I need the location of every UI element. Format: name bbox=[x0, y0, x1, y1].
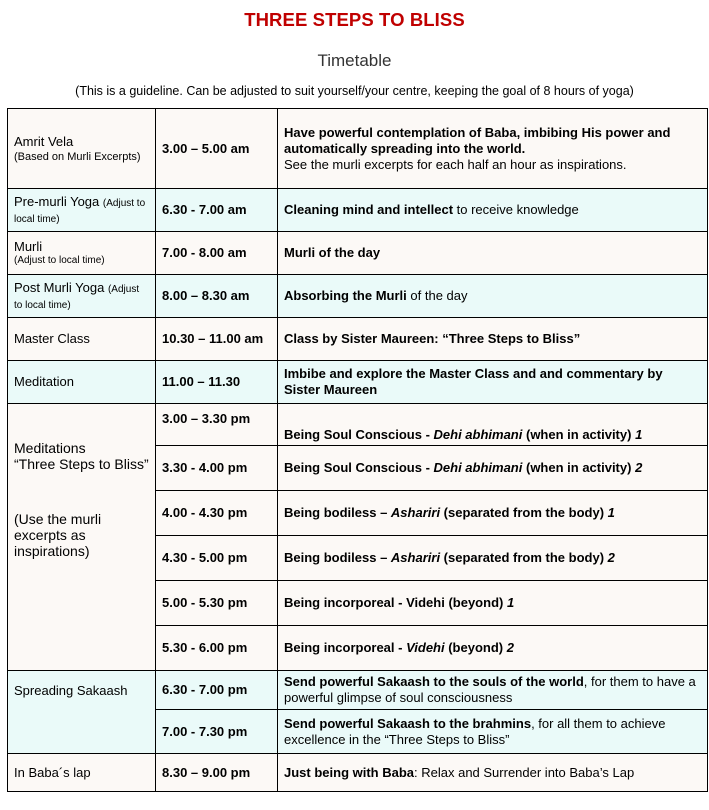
session-number: 1 bbox=[506, 595, 515, 610]
table-row bbox=[8, 275, 708, 318]
description-bold: Being Soul Conscious - bbox=[284, 427, 434, 442]
time-cell: 3.30 - 4.00 pm bbox=[156, 446, 278, 491]
description-bold: Being bodiless – bbox=[284, 505, 391, 520]
description-cell bbox=[278, 232, 708, 275]
description-bold: (beyond) bbox=[444, 640, 507, 655]
activity-label: Murli bbox=[14, 239, 43, 254]
time-cell: 5.00 - 5.30 pm bbox=[156, 581, 278, 626]
activity-label: Spreading Sakaash bbox=[8, 671, 156, 754]
session-number: 2 bbox=[635, 460, 643, 475]
description-text: See the murli excerpts for each half an hour as inspirations. bbox=[284, 156, 627, 172]
time-cell: 5.30 - 6.00 pm bbox=[156, 626, 278, 671]
description-bold: Just being with Baba bbox=[284, 764, 415, 780]
description-italic: Ashariri bbox=[390, 505, 441, 520]
activity-note: (Adjust to local time) bbox=[14, 284, 140, 311]
time-cell: 11.00 – 11.30 bbox=[156, 361, 278, 404]
description-italic: Dehi abhimani bbox=[433, 460, 523, 475]
description-bold: Imbibe and explore the Master Class and and commentary by Sister Maureen bbox=[284, 366, 663, 397]
description-bold: Class by Sister Maureen: “Three Steps to Bliss” bbox=[284, 331, 581, 346]
description-bold: Have powerful contemplation of Baba, imbibing His power and automatically spreading into the world. bbox=[284, 124, 671, 156]
time-cell: 6.30 - 7.00 pm bbox=[156, 671, 278, 710]
activity-label: Amrit Vela bbox=[14, 133, 74, 149]
description-italic: Videhi bbox=[406, 640, 445, 655]
activity-cell bbox=[8, 109, 156, 189]
activity-cell bbox=[8, 275, 156, 318]
description-bold: Absorbing the Murli bbox=[284, 288, 407, 303]
description-text: , for all them to achieve excellence in the “Three Steps to Bliss” bbox=[284, 715, 666, 747]
time-cell: 4.00 - 4.30 pm bbox=[156, 491, 278, 536]
session-number: 2 bbox=[607, 550, 615, 565]
table-row bbox=[8, 189, 708, 232]
description-bold: Being bodiless – bbox=[284, 550, 391, 565]
time-cell: 8.00 – 8.30 am bbox=[156, 275, 278, 318]
table-row bbox=[8, 361, 708, 404]
activity-note: (Based on Murli Excerpts) bbox=[14, 150, 141, 163]
description-bold: Being incorporeal - bbox=[284, 640, 407, 655]
description-cell bbox=[278, 581, 708, 626]
description-bold: Being incorporeal - Videhi (beyond) bbox=[284, 595, 507, 610]
time-cell: 8.30 – 9.00 pm bbox=[156, 754, 278, 792]
time-cell: 7.00 - 7.30 pm bbox=[156, 710, 278, 754]
activity-label: Meditation bbox=[8, 361, 156, 404]
table-row bbox=[8, 404, 708, 446]
description-bold: Send powerful Sakaash to the brahmins bbox=[284, 715, 532, 731]
description-bold: Being Soul Conscious - bbox=[284, 460, 434, 475]
activity-cell bbox=[8, 232, 156, 275]
activity-note: (Adjust to local time) bbox=[14, 198, 146, 225]
time-cell: 4.30 - 5.00 pm bbox=[156, 536, 278, 581]
session-number: 1 bbox=[607, 505, 615, 520]
description-bold: (separated from the body) bbox=[440, 550, 608, 565]
page-title: THREE STEPS TO BLISS bbox=[244, 9, 465, 30]
description-text: : Relax and Surrender into Baba’s Lap bbox=[414, 764, 635, 780]
timetable bbox=[7, 108, 708, 792]
table-row bbox=[8, 232, 708, 275]
activity-label-2: “Three Steps to Bliss” bbox=[14, 456, 149, 472]
session-number: 1 bbox=[635, 427, 643, 442]
description-cell bbox=[278, 361, 708, 404]
description-bold: (when in activity) bbox=[522, 460, 636, 475]
description-cell bbox=[278, 446, 708, 491]
table-row bbox=[8, 671, 708, 710]
description-text: of the day bbox=[406, 288, 468, 303]
description-bold: (separated from the body) bbox=[440, 505, 608, 520]
page-subtitle: Timetable bbox=[317, 51, 392, 70]
description-text: to receive knowledge bbox=[453, 202, 579, 217]
activity-note: (Adjust to local time) bbox=[14, 255, 105, 266]
guideline-note: (This is a guideline. Can be adjusted to suit yourself/your centre, keeping the goal of 8 hours of yoga) bbox=[75, 84, 634, 98]
activity-label: Master Class bbox=[8, 318, 156, 361]
description-cell bbox=[278, 275, 708, 318]
description-cell bbox=[278, 318, 708, 361]
activity-sublabel: (Use the murli excerpts as inspirations) bbox=[14, 511, 102, 559]
activity-label: Meditations bbox=[14, 440, 86, 456]
activity-cell bbox=[8, 404, 156, 671]
description-cell bbox=[278, 189, 708, 232]
description-cell bbox=[278, 626, 708, 671]
description-cell bbox=[278, 536, 708, 581]
time-cell: 3.00 – 3.30 pm bbox=[156, 404, 278, 446]
description-bold: (when in activity) bbox=[522, 427, 636, 442]
description-cell bbox=[278, 109, 708, 189]
description-bold: Murli of the day bbox=[284, 245, 381, 260]
activity-label: Post Murli Yoga bbox=[14, 280, 105, 295]
session-number: 2 bbox=[506, 640, 514, 655]
description-italic: Dehi abhimani bbox=[433, 427, 523, 442]
description-bold: Cleaning mind and intellect bbox=[284, 202, 454, 217]
table-row bbox=[8, 754, 708, 792]
activity-cell bbox=[8, 189, 156, 232]
table-row bbox=[8, 318, 708, 361]
activity-label: Pre-murli Yoga bbox=[14, 194, 100, 209]
time-cell: 7.00 - 8.00 am bbox=[156, 232, 278, 275]
description-cell bbox=[278, 404, 708, 446]
activity-label: In Baba´s lap bbox=[8, 754, 156, 792]
description-cell bbox=[278, 491, 708, 536]
time-cell: 10.30 – 11.00 am bbox=[156, 318, 278, 361]
description-bold: Send powerful Sakaash to the souls of the world bbox=[284, 674, 584, 689]
description-cell bbox=[278, 754, 708, 792]
time-cell: 6.30 - 7.00 am bbox=[156, 189, 278, 232]
time-cell: 3.00 – 5.00 am bbox=[156, 109, 278, 189]
description-cell bbox=[278, 710, 708, 754]
description-italic: Ashariri bbox=[390, 550, 441, 565]
description-text: , for them to have a powerful glimpse of soul consciousness bbox=[284, 674, 696, 705]
description-cell bbox=[278, 671, 708, 710]
table-row bbox=[8, 109, 708, 189]
